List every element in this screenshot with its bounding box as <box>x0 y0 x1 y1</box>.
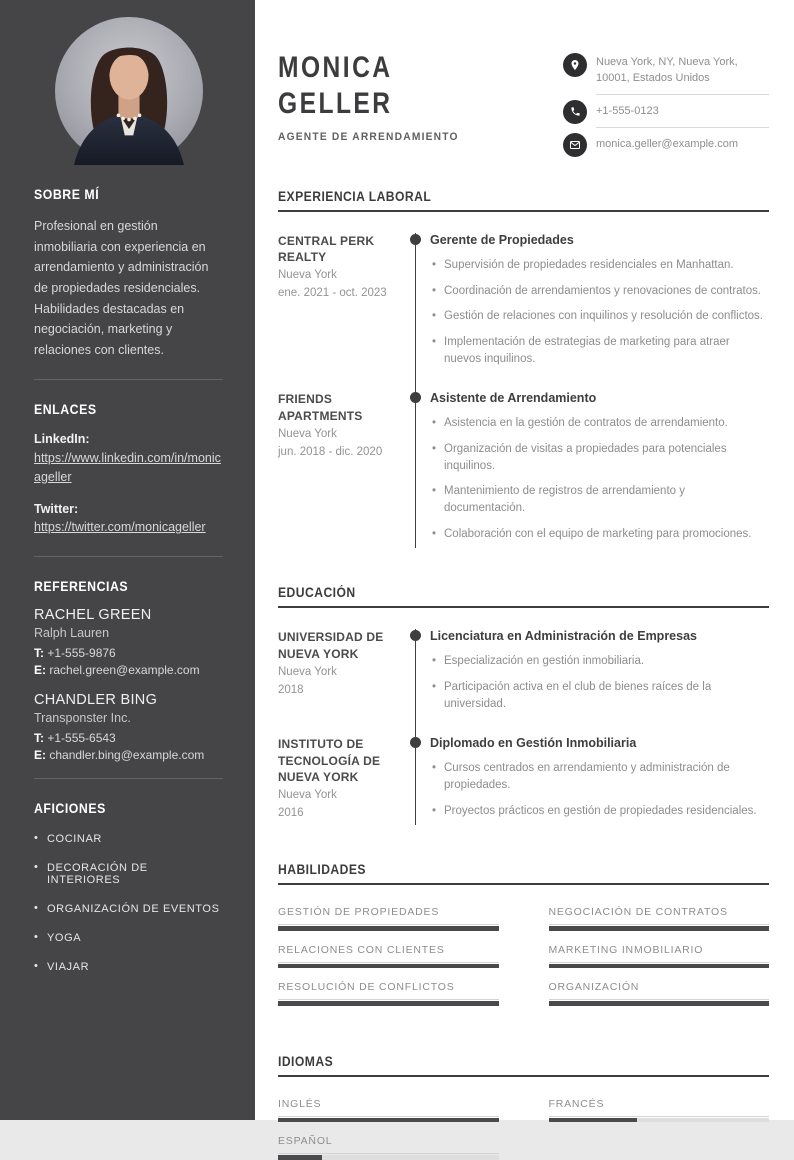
entry-meta-column <box>278 391 391 548</box>
skill-label: MARKETING INMOBILIARIO <box>548 943 704 956</box>
experience-entry <box>278 233 769 391</box>
skill-label: ORGANIZACIÓN <box>548 981 640 994</box>
skill-bar <box>278 926 499 931</box>
skill-label: GESTIÓN DE PROPIEDADES <box>278 906 440 919</box>
languages-section <box>278 1054 769 1160</box>
position-title: Gerente de Propiedades <box>430 233 574 247</box>
company-name: FRIENDS APARTMENTS <box>278 392 363 423</box>
education-title: EDUCACIÓN <box>278 585 356 601</box>
twitter-link[interactable]: https://twitter.com/monicageller <box>34 520 206 535</box>
reference-company: Ralph Lauren <box>34 626 110 641</box>
language-item <box>278 1098 499 1123</box>
skill-bar <box>549 1001 770 1006</box>
school-location: Nueva York <box>278 665 337 678</box>
degree-title: Diplomado en Gestión Inmobiliaria <box>430 736 637 751</box>
education-entry <box>278 629 769 736</box>
reference-item <box>34 692 223 763</box>
language-label: ESPAÑOL <box>278 1135 333 1148</box>
contact-location: Nueva York, NY, Nueva York, 10001, Estados Unidos <box>596 53 769 95</box>
education-section <box>278 585 769 825</box>
about-text: Profesional en gestión inmobiliaria con experiencia en arrendamiento y administración de propiedades residenciales. Habilidades destacadas en negociación, marketing y relaciones con clientes. <box>34 219 209 357</box>
contact-row-phone <box>563 102 769 135</box>
bullet-item: • Coordinación de arrendamientos y renovaciones de contratos. <box>430 283 769 300</box>
language-item <box>278 1135 499 1160</box>
hobby-item: • ORGANIZACIÓN DE EVENTOS <box>34 903 223 915</box>
hobby-list <box>34 833 223 973</box>
last-name: GELLER <box>278 87 393 120</box>
company-location: Nueva York <box>278 427 337 440</box>
entry-dates: 2016 <box>278 807 304 820</box>
link-item-twitter <box>34 500 223 538</box>
bullet-item: • Especialización en gestión inmobiliaria. <box>430 653 769 670</box>
skill-bar <box>549 926 770 931</box>
reference-name: RACHEL GREEN <box>34 607 152 624</box>
languages-grid <box>278 1085 769 1160</box>
skill-label: NEGOCIACIÓN DE CONTRATOS <box>548 906 728 919</box>
bullet-item: • Gestión de relaciones con inquilinos y resolución de conflictos. <box>430 308 769 325</box>
skills-title: HABILIDADES <box>278 862 366 878</box>
bullet-item: • Participación activa en el club de bienes raíces de la universidad. <box>430 679 769 712</box>
entry-dates: ene. 2021 - oct. 2023 <box>278 287 387 300</box>
contact-row-email <box>563 135 769 157</box>
section-rule <box>278 1075 769 1077</box>
link-label: LinkedIn: <box>34 432 90 447</box>
skill-label: RESOLUCIÓN DE CONFLICTOS <box>278 981 455 994</box>
about-title: SOBRE MÍ <box>34 186 100 202</box>
references-section <box>34 557 223 763</box>
entry-detail-column <box>415 629 769 736</box>
company-location: Nueva York <box>278 269 337 282</box>
language-label: INGLÉS <box>278 1097 322 1110</box>
degree-title: Licenciatura en Administración de Empresas <box>430 629 697 644</box>
skill-item <box>549 906 770 931</box>
skill-item <box>278 944 499 969</box>
bullet-item: • Cursos centrados en arrendamiento y administración de propiedades. <box>430 760 769 793</box>
skill-item <box>278 906 499 931</box>
reference-email: E: chandler.bing@example.com <box>34 747 205 762</box>
link-item-linkedin <box>34 430 223 486</box>
education-entry <box>278 736 769 825</box>
profile-photo-illustration <box>55 17 203 165</box>
experience-section <box>278 189 769 548</box>
position-title: Asistente de Arrendamiento <box>430 391 597 406</box>
entry-dates: 2018 <box>278 683 304 696</box>
skill-bar <box>278 964 499 969</box>
contact-phone: +1-555-0123 <box>596 102 769 128</box>
about-section <box>34 165 223 360</box>
hobbies-section <box>34 779 223 973</box>
entry-meta-column <box>278 736 391 825</box>
bullet-item: • Mantenimiento de registros de arrendamiento y documentación. <box>430 483 769 516</box>
reference-email: E: rachel.green@example.com <box>34 663 200 678</box>
linkedin-link[interactable]: https://www.linkedin.com/in/monicageller <box>34 451 221 484</box>
reference-phone: T: +1-555-6543 <box>34 730 116 745</box>
experience-title: EXPERIENCIA LABORAL <box>278 189 432 204</box>
link-label: Twitter: <box>34 501 79 516</box>
hobby-item: • YOGA <box>34 932 223 944</box>
skill-bar <box>549 964 770 969</box>
entry-detail-column <box>415 233 769 391</box>
entry-meta-column <box>278 233 391 391</box>
hobby-item: • COCINAR <box>34 833 223 845</box>
bullet-item: • Proyectos prácticos en gestión de propiedades residenciales. <box>430 803 769 820</box>
section-rule <box>278 210 769 212</box>
reference-phone: T: +1-555-9876 <box>34 646 116 661</box>
contact-row-location <box>563 53 769 102</box>
entry-detail-column <box>415 736 769 825</box>
bullet-item: • Organización de visitas a propiedades para potenciales inquilinos. <box>430 441 769 474</box>
reference-item <box>34 607 223 678</box>
phone-icon <box>563 100 587 124</box>
entry-meta-column <box>278 629 391 736</box>
job-title: AGENTE DE ARRENDAMIENTO <box>278 131 459 143</box>
reference-company: Transponster Inc. <box>34 710 131 725</box>
references-title: REFERENCIAS <box>34 578 129 595</box>
school-location: Nueva York <box>278 788 337 801</box>
language-item <box>549 1098 770 1123</box>
section-rule <box>278 883 769 885</box>
section-rule <box>278 606 769 608</box>
language-label: FRANCÉS <box>548 1097 605 1110</box>
entry-dates: jun. 2018 - dic. 2020 <box>278 445 383 458</box>
location-icon <box>563 53 587 77</box>
links-title: ENLACES <box>34 401 97 418</box>
entry-detail-column <box>415 391 769 548</box>
hobby-item: • VIAJAR <box>34 961 223 973</box>
skill-label: RELACIONES CON CLIENTES <box>278 943 445 956</box>
language-bar <box>278 1155 499 1160</box>
header <box>278 50 769 150</box>
contact-email: monica.geller@example.com <box>596 137 739 150</box>
language-bar <box>549 1118 770 1123</box>
entry-bullet-list <box>430 653 769 712</box>
sidebar <box>0 0 255 1120</box>
experience-entry <box>278 391 769 548</box>
bullet-item: • Implementación de estrategias de marketing para atraer nuevos inquilinos. <box>430 334 769 367</box>
main-content <box>255 0 794 1148</box>
name-block <box>278 50 528 143</box>
skill-item <box>549 944 770 969</box>
first-name: MONICA <box>278 51 393 84</box>
entry-bullet-list <box>430 415 769 542</box>
skill-item <box>549 981 770 1006</box>
entry-bullet-list <box>430 760 769 819</box>
language-bar <box>278 1118 499 1123</box>
hobbies-title: AFICIONES <box>34 799 106 816</box>
skill-bar <box>278 1001 499 1006</box>
bullet-item: • Supervisión de propiedades residenciales en Manhattan. <box>430 257 769 274</box>
languages-title: IDIOMAS <box>278 1053 334 1069</box>
skills-section <box>278 862 769 1006</box>
school-name: INSTITUTO DE TECNOLOGÍA DE NUEVA YORK <box>278 737 381 784</box>
links-section <box>34 380 223 537</box>
bullet-item: • Colaboración con el equipo de marketing para promociones. <box>430 526 769 543</box>
skills-grid <box>278 893 769 1006</box>
contact-block <box>563 53 769 157</box>
reference-name: CHANDLER BING <box>34 691 158 708</box>
bullet-item: • Asistencia en la gestión de contratos de arrendamiento. <box>430 415 769 432</box>
company-name: CENTRAL PERK REALTY <box>278 234 375 265</box>
school-name: UNIVERSIDAD DE NUEVA YORK <box>278 630 384 661</box>
skill-item <box>278 981 499 1006</box>
hobby-item: • DECORACIÓN DE INTERIORES <box>34 862 223 886</box>
profile-photo <box>55 17 203 165</box>
email-icon <box>563 133 587 157</box>
entry-bullet-list <box>430 257 769 367</box>
